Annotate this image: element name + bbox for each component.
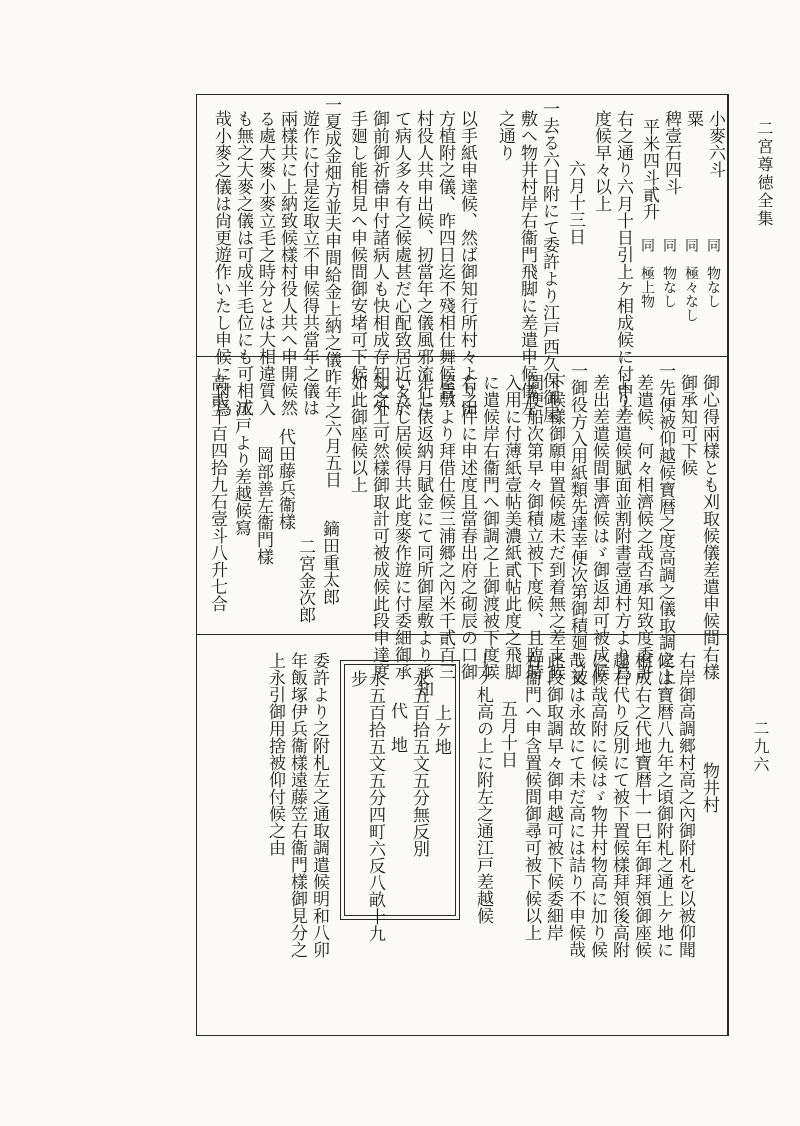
item-wheat xyxy=(706,110,723,178)
signer-name: 二宮金次郎 xyxy=(295,538,315,623)
text-line: 屋敷より拜借仕候三浦郷之內米千貳百三 xyxy=(435,374,455,680)
text-line: 右之通り六月十日引上ケ相成候に付申上 xyxy=(613,110,633,416)
text-line: 此段御取調早々御申越可被下候委細岸 xyxy=(543,652,563,941)
text-line: 一御役方入用紙類先達幸便次第御積廻し被 xyxy=(567,362,587,685)
text-line: 哉小麥之儀は尙更遊作いたし申候に付爲 xyxy=(211,110,231,416)
land-box-value: 步 xyxy=(347,670,367,687)
page-number: 二九六 xyxy=(751,720,770,774)
total-yield: 高貳千百四拾九石壹斗八升七合 xyxy=(207,374,227,612)
item-rice: 平米四斗貳升 xyxy=(639,118,659,220)
text-line: 知之上可然樣御取計可被成候此段申達度 xyxy=(369,374,389,680)
header-rule xyxy=(728,94,729,1036)
item-status: 同 極々なし xyxy=(683,238,699,322)
text-line: いたし居候得共此度麥作遊に付委細御承 xyxy=(391,374,411,680)
text-line: に遣候岸右衞門へ御調之上御渡被下度候 xyxy=(479,374,499,680)
text-line: 間便船次第早々御積立被下度候、且臨時 xyxy=(523,374,543,680)
text-line: 御心得兩樣とも刈取候儀差遣申候間右樣 xyxy=(699,374,719,680)
land-box-value: 永五百拾五文五分四町六反八畝十九 xyxy=(365,670,385,942)
text-line: 入用に付薄紙壹帖美濃紙貳帖此度之飛脚 xyxy=(501,374,521,680)
text-line: 上永引御用捨被仰付候之由 xyxy=(265,652,285,856)
village-heading: 物井村 xyxy=(699,762,719,813)
text-line: に候哉高附に候はゞ物井村物高に加り候 xyxy=(587,652,607,958)
text-line: 敷へ物井村岸右衞門飛脚に差遣申候儀左 xyxy=(517,110,537,416)
text-line: 之通り xyxy=(495,110,515,161)
land-box-title: 上ケ地 xyxy=(431,704,451,755)
text-line: 右岸御高調郷村高之內御附札を以被仰聞 xyxy=(675,652,695,958)
text-line: て病人多々有之候處甚だ心配致居近々於 xyxy=(391,110,411,416)
text-line: 相成右之代地寶暦十一巳年御拜領御座候 xyxy=(631,652,651,958)
text-line: も無之大麥之儀は可成半毛位にも可相成 xyxy=(233,110,253,416)
text-line: 差出差遣候間事濟候はゞ御返却可被成候 xyxy=(589,374,609,680)
text-line: 村役人共申出候、扨當年之儀風邪流行に xyxy=(413,110,433,416)
text-line: 右衞門へ申含置候間御尋可被下候以上 xyxy=(521,652,541,941)
text-line: 委許より之附札左之通取調遣候明和八卯 xyxy=(309,652,329,958)
text-line: 右之件に申述度且當春出府之砌辰の口御 xyxy=(457,374,477,680)
item-millet: 粟 xyxy=(683,110,703,127)
text-line: 方植附之儀、昨四日迄不殘相仕舞候旨、 xyxy=(435,110,455,416)
text-line: 哉又は永故にて未だ高には詰り不申候哉 xyxy=(565,652,585,958)
text-line: 如此御座候以上 xyxy=(347,374,367,493)
letter-date: 六月十三日 xyxy=(565,160,585,245)
item-status: 同 物なし xyxy=(705,238,721,308)
running-header: 二宮尊徳全集 xyxy=(755,120,774,228)
text-line: 趣右代り反別にて被下置候樣拜領後高附 xyxy=(609,652,629,958)
letter-date: 六月五日 xyxy=(321,420,341,488)
text-line: 年飯塚伊兵衞樣遠藤笠右衞門樣御見分之 xyxy=(287,652,307,958)
item-status: 同 物なし xyxy=(661,238,677,308)
copy-note: 江戸より差越候寫 xyxy=(231,400,251,536)
text-line: 兩樣共に上納致候樣村役人共へ申開候然 xyxy=(277,110,297,416)
land-box-title: 代 地 xyxy=(387,702,407,753)
text-line: 下候樣御願申置候處未だ到着無之差支候 xyxy=(545,374,565,680)
addressee-name: 代田藤兵衞樣 xyxy=(275,428,295,530)
item-status: 同 極上物 xyxy=(639,238,655,308)
text-line: 手廻し能相見へ申候間御安堵可下候 xyxy=(347,110,367,382)
text-line: 一去る六日附にて委許より江戸西久保御屋 xyxy=(539,100,559,423)
signer-name: 鏑田重太郎 xyxy=(319,520,339,605)
letter-date: 五月十日 xyxy=(497,700,517,768)
text-line: 度候早々以上 xyxy=(591,110,611,212)
text-line: 十七俵返納月賦金にて同所御屋敷より承知 xyxy=(413,374,433,697)
addressee-name: 岡部善左衞門樣 xyxy=(253,446,273,565)
text-line: 御前御祈禱申付諸病人も快相成存知之外 xyxy=(369,110,389,416)
land-box-value: 永五百拾五文五分無反別 xyxy=(409,670,429,857)
text-line: より差遣候賦面並割附書壹通村方より爲 xyxy=(611,374,631,680)
text-line: 一夏成金畑方並夫申間給金上納之儀昨年之 xyxy=(321,96,341,419)
text-line: 上ケ札高の上に附左之通江戸差越候 xyxy=(473,652,493,924)
text-line: る處大麥小麥立毛之時分とは大相違質入 xyxy=(255,110,275,416)
text-line: 御承知可下候 xyxy=(677,374,697,476)
text-line: 一先便被仰越候寶暦之度高調之儀取調之上 xyxy=(655,362,675,685)
item-label: 小麥六斗 xyxy=(705,110,725,178)
text-line: 差遣候、何々相濟候之哉否承知致度委許 xyxy=(633,374,653,680)
text-line: 候は寶暦八九年之頃御附札之通上ケ地に xyxy=(653,652,673,958)
item-barnyard-millet: 稗壹石四斗 xyxy=(661,110,681,195)
text-line: 以手紙申達候、然ば御知行所村々より田 xyxy=(457,110,477,416)
text-line: 遊作に付是迄取立不申候得共當年之儀は xyxy=(299,110,319,416)
